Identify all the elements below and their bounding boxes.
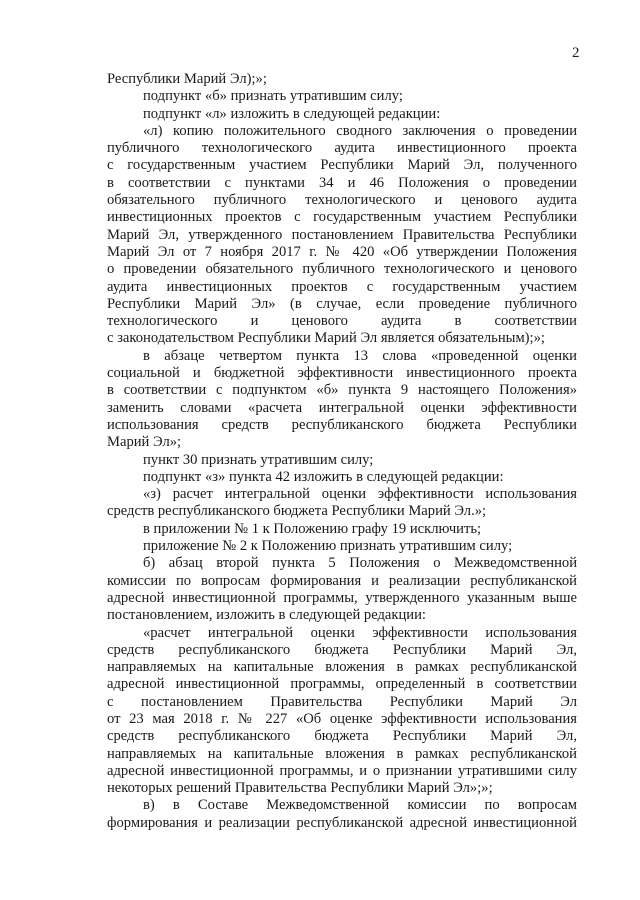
text-line: адресной инвестиционной программы, и о признании утратившими силу [107,762,577,779]
text-line: в соответствии с подпунктом «б» пункта 9 настоящего Положения» [107,382,577,399]
page-number: 2 [572,45,580,61]
text-line: средств республиканского бюджета Республики Марий Эл, [107,641,577,658]
text-line: с законодательством Республики Марий Эл является обязательным);»; [107,330,545,347]
text-line: средств республиканского бюджета Республики Марий Эл, [107,728,577,745]
text-line: инвестиционных проектов с государственным участием Республики [107,209,577,226]
text-line: Республики Марий Эл);»; [107,71,267,87]
text-line: некоторых решений Правительства Республики Марий Эл»;»; [107,780,493,797]
text-line: «з) расчет интегральной оценки эффективности использования [143,486,577,503]
text-line: в приложении № 1 к Положению графу 19 исключить; [143,520,482,537]
text-line: с государственным участием Республики Марий Эл, полученного [107,157,577,174]
text-line: от 23 мая 2018 г. № 227 «Об оценке эффективности использования [107,710,577,727]
text-line: «расчет интегральной оценки эффективности использования [143,624,577,641]
text-line: средств республиканского бюджета Республики Марий Эл.»; [107,503,487,520]
text-line: приложение № 2 к Положению признать утратившим силу; [143,538,513,555]
text-line: Марий Эл, утвержденного постановлением Правительства Республики [107,226,577,243]
text-line: о проведении обязательного публичного технологического и ценового [107,261,577,278]
text-line: использования средств республиканского бюджета Республики [107,416,577,433]
text-line: подпункт «л» изложить в следующей редакции: [143,105,441,122]
text-line: Республики Марий Эл» (в случае, если проведение публичного [107,295,577,312]
text-line: подпункт «б» признать утратившим силу; [143,88,403,105]
text-line: социальной и бюджетной эффективности инвестиционного проекта [107,365,577,382]
text-line: с постановлением Правительства Республики Марий Эл [107,693,577,710]
text-line: «л) копию положительного сводного заключения о проведении [143,122,577,139]
text-line: комиссии по вопросам формирования и реализации республиканской [107,572,577,589]
text-line: в абзаце четвертом пункта 13 слова «проведенной оценки [143,347,577,364]
text-line: направляемых на капитальные вложения в рамках республиканской [107,659,577,676]
text-line: Марий Эл»; [107,434,182,451]
text-line: в) в Составе Межведомственной комиссии по вопросам [143,797,577,814]
text-line: в соответствии с пунктами 34 и 46 Положения о проведении [107,174,577,191]
text-line: заменить словами «расчета интегральной оценки эффективности [107,399,577,416]
text-line: подпункт «з» пункта 42 изложить в следующей редакции: [143,468,504,485]
text-line: формирования и реализации республиканской адресной инвестиционной [107,814,577,831]
text-line: технологического и ценового аудита в соответствии [107,313,577,330]
text-line: обязательного публичного технологического и ценового аудита [107,192,577,209]
document-body [107,71,577,832]
text-line: аудита инвестиционных проектов с государственным участием [107,278,577,295]
text-line: адресной инвестиционной программы, определенный в соответствии [107,676,577,693]
text-line: постановлением, изложить в следующей редакции: [107,607,426,624]
text-line: адресной инвестиционной программы, утвержденного указанным выше [107,589,577,606]
text-line: пункт 30 признать утратившим силу; [143,451,374,468]
text-line: направляемых на капитальные вложения в рамках республиканской [107,745,577,762]
text-line: б) абзац второй пункта 5 Положения о Межведомственной [143,555,577,572]
text-line: публичного технологического аудита инвестиционного проекта [107,140,577,157]
text-line: Марий Эл от 7 ноября 2017 г. № 420 «Об утверждении Положения [107,243,577,260]
